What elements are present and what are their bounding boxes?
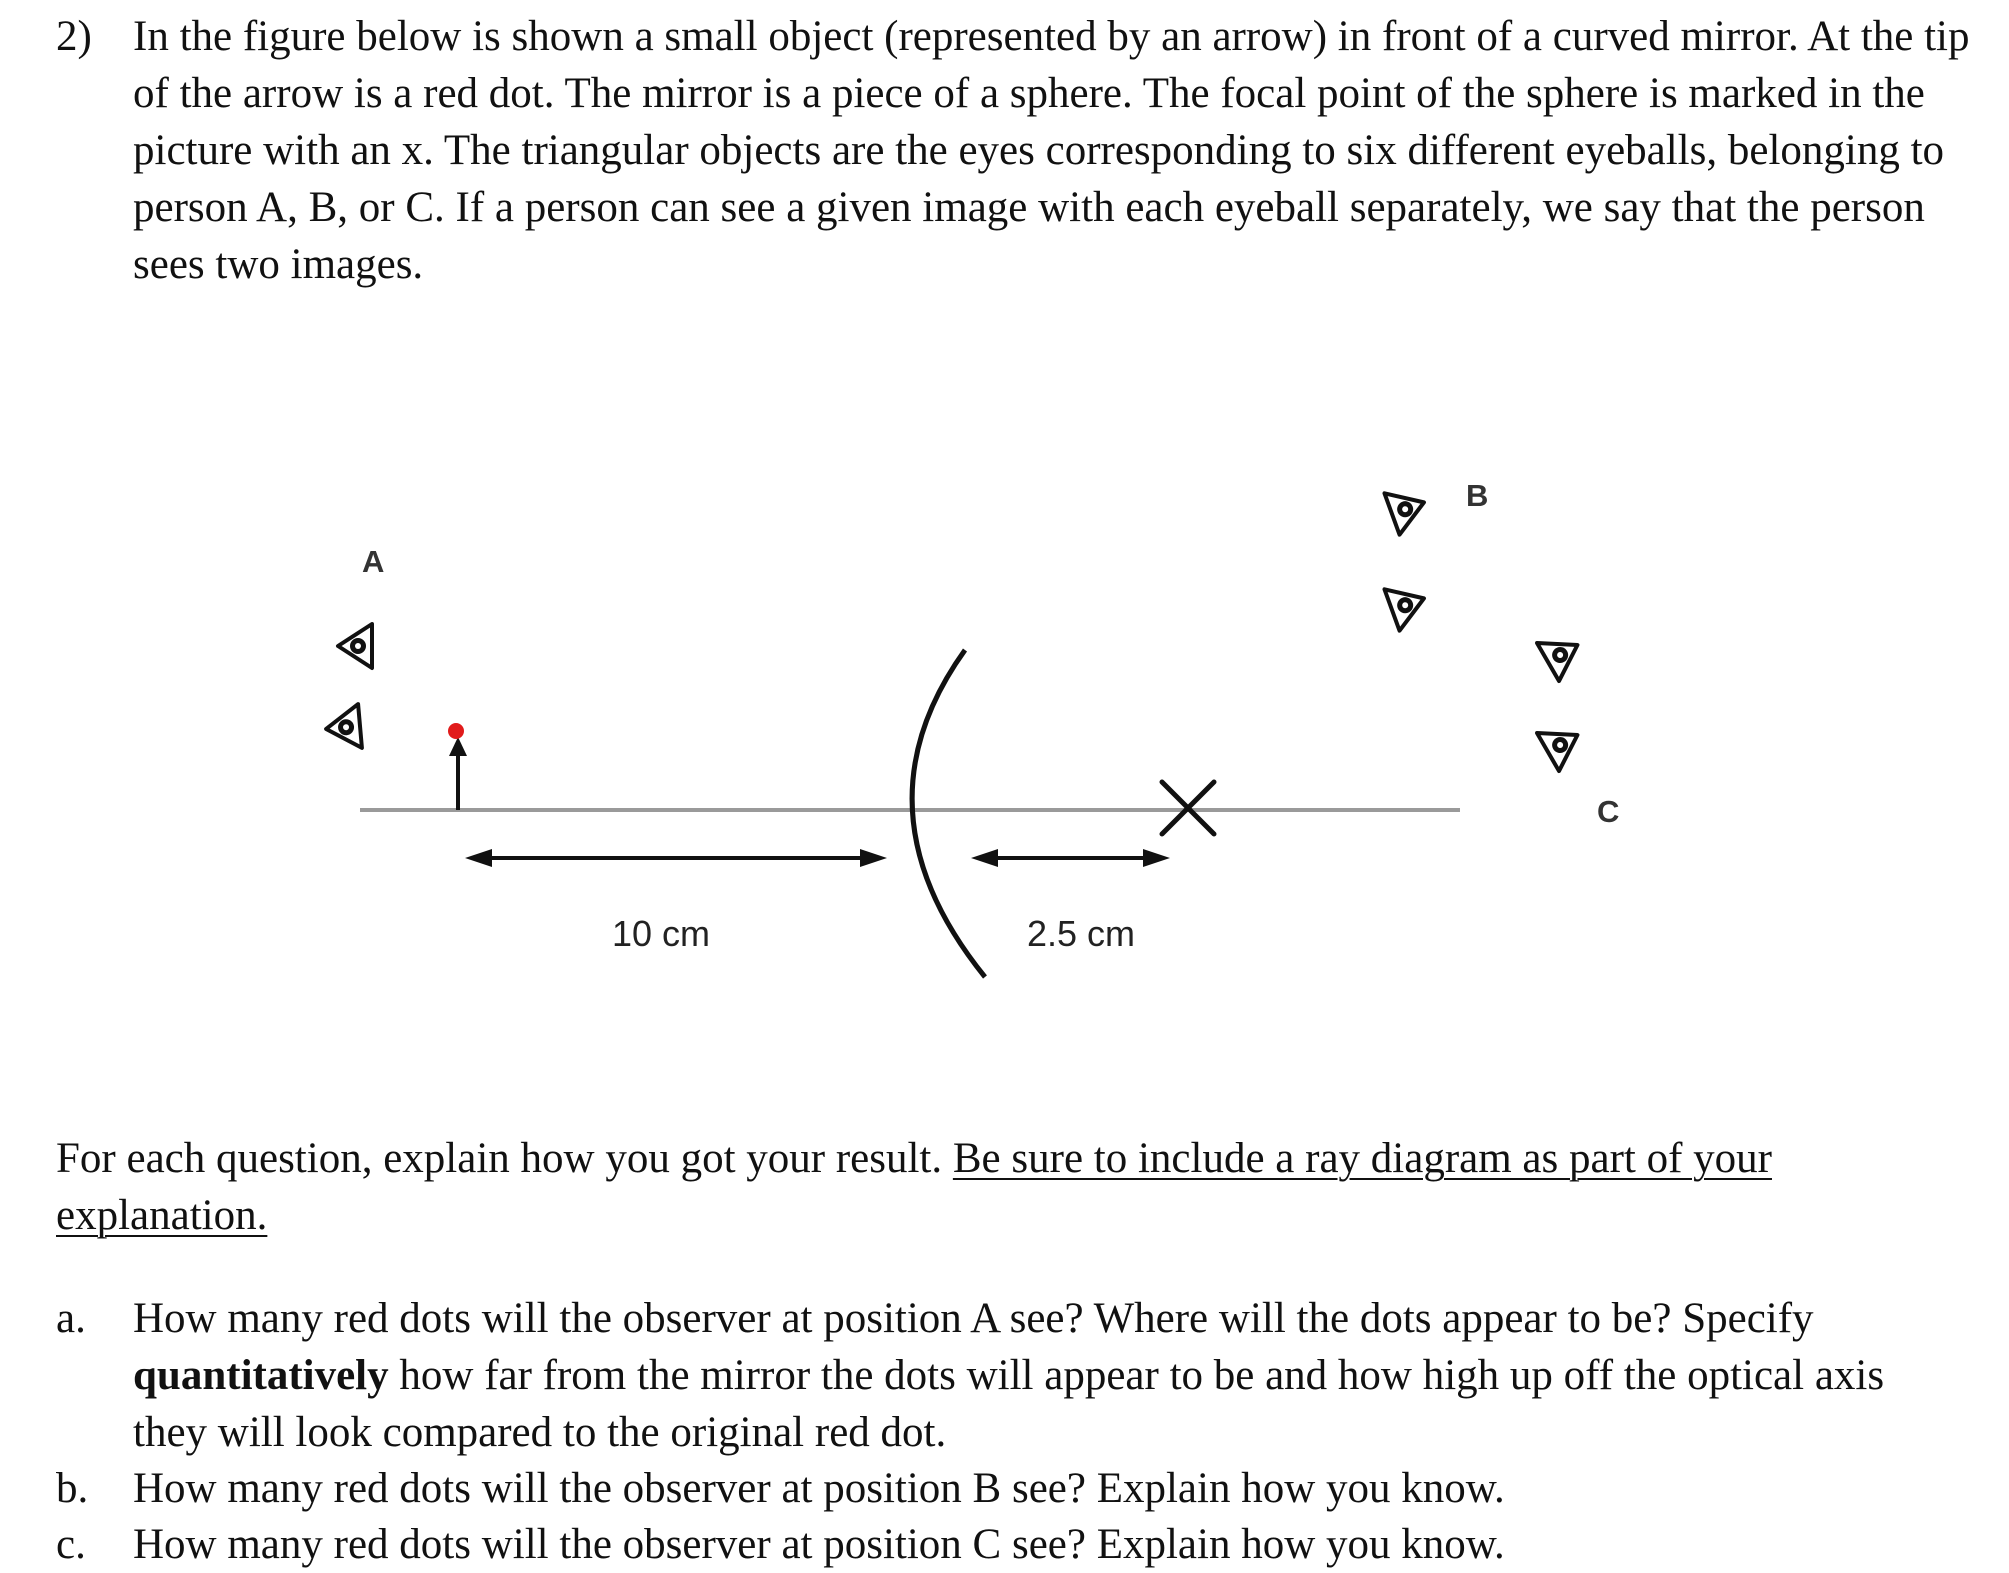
problem-number: 2) xyxy=(56,13,92,60)
eye-C-upper xyxy=(1537,626,1588,681)
eye-C-lower xyxy=(1537,716,1588,771)
object-distance-label: 10 cm xyxy=(612,913,711,954)
curved-mirror xyxy=(912,650,985,977)
question-c xyxy=(56,1516,1966,1573)
question-label: c. xyxy=(56,1521,86,1568)
question-label: b. xyxy=(56,1465,89,1512)
question-label: a. xyxy=(56,1295,86,1342)
focal-distance-label: 2.5 cm xyxy=(1027,913,1136,954)
question-a xyxy=(56,1290,1966,1461)
eye-B-upper xyxy=(1384,482,1431,535)
focal-distance-arrow xyxy=(971,849,1170,867)
question-b xyxy=(56,1460,1966,1517)
instructions-underlined: Be sure to include a ray diagram as part of your explanation. xyxy=(56,1135,1772,1239)
object-arrow xyxy=(448,723,467,810)
label-C: C xyxy=(1597,794,1620,829)
red-dot xyxy=(448,723,464,739)
instructions-lead: For each question, explain how you got your result. xyxy=(56,1135,943,1182)
question-body: How many red dots will the observer at position B see? Explain how you know. xyxy=(133,1465,1505,1512)
instructions xyxy=(56,1130,1956,1244)
problem-text: In the figure below is shown a small object (represented by an arrow) in front of a curved mirror. At the tip of the arrow is a red dot. The mirror is a piece of a sphere. The focal point of the sphere is marked in the picture with an x. The triangular objects are the eyes corresponding to six different eyeballs, belonging to person A, B, or C. If a person can see a given image with each eyeball separately, we say that the person sees two images. xyxy=(133,13,1970,288)
eye-A-lower xyxy=(324,704,362,751)
eye-B-lower xyxy=(1384,578,1431,631)
question-body: How many red dots will the observer at position C see? Explain how you know. xyxy=(133,1521,1505,1568)
object-distance-arrow xyxy=(465,849,887,867)
label-A: A xyxy=(362,544,385,579)
label-B: B xyxy=(1466,478,1489,513)
question-body: How many red dots will the observer at position A see? Where will the dots appear to be? Specify quantitatively how far from the mirror the dots will appear to be and how high up off the optical axis they will look compared to the original red dot. xyxy=(133,1295,1885,1456)
eye-A-upper xyxy=(338,624,372,668)
